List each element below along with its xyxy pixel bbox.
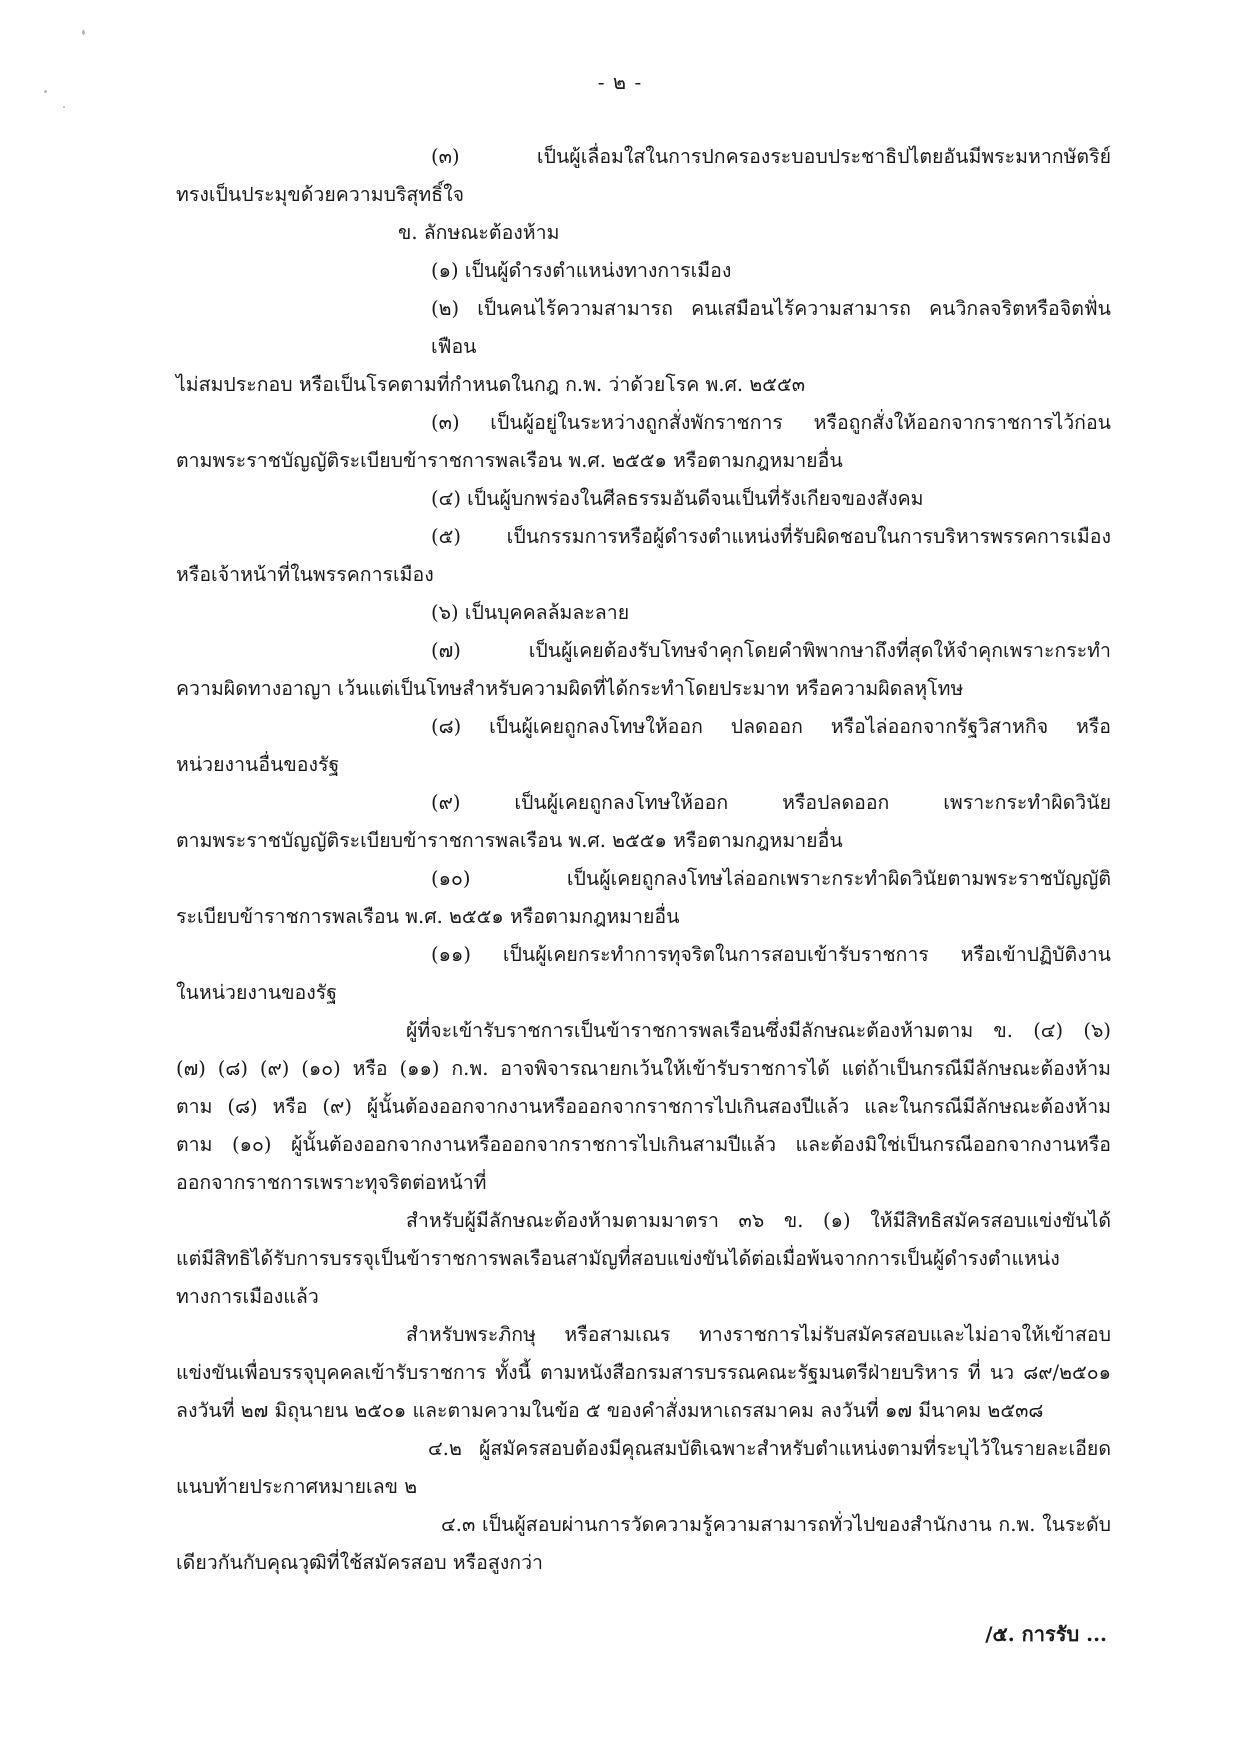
scan-speck [82, 30, 85, 35]
paragraph-line: เดียวกันกับคุณวุฒิที่ใช้สมัครสอบ หรือสูงกว่า [176, 1551, 543, 1574]
document-body [176, 138, 1111, 1582]
paragraph-line: (๗) (๘) (๙) (๑๐) หรือ (๑๑) ก.พ. อาจพิจารณายกเว้นให้เข้ารับราชการได้ แต่ถ้าเป็นกรณีมีลักษณะต้องห้าม [176, 1057, 1111, 1080]
paragraph-first-line: (๔) เป็นผู้บกพร่องในศีลธรรมอันดีจนเป็นที่รังเกียจของสังคม [431, 487, 924, 510]
paragraph [176, 784, 1111, 860]
paragraph-line: ในหน่วยงานของรัฐ [176, 981, 338, 1004]
paragraph-line: ตามพระราชบัญญัติระเบียบข้าราชการพลเรือน พ.ศ. ๒๕๕๑ หรือตามกฎหมายอื่น [176, 449, 843, 472]
paragraph-line: แนบท้ายประกาศหมายเลข ๒ [176, 1475, 418, 1498]
paragraph-first-line: ๔.๓ เป็นผู้สอบผ่านการวัดความรู้ความสามารถทั่วไปของสำนักงาน ก.พ. ในระดับ [441, 1513, 1111, 1536]
paragraph-first-line: (๓) เป็นผู้เลื่อมใสในการปกครองระบอบประชาธิปไตยอันมีพระมหากษัตริย์ [431, 145, 1111, 168]
paragraph-line: แข่งขันเพื่อบรรจุบุคคลเข้ารับราชการ ทั้งนี้ ตามหนังสือกรมสารบรรณคณะรัฐมนตรีฝ่ายบริหาร ที่ นว ๘๙/๒๕๐๑ [176, 1361, 1111, 1384]
paragraph [176, 252, 1111, 290]
paragraph [176, 1506, 1111, 1582]
page-number: - ๒ - [597, 70, 643, 94]
paragraph-first-line: (๙) เป็นผู้เคยถูกลงโทษให้ออก หรือปลดออก เพราะกระทำผิดวินัย [431, 791, 1111, 814]
paragraph-first-line: (๑๑) เป็นผู้เคยกระทำการทุจริตในการสอบเข้ารับราชการ หรือเข้าปฏิบัติงาน [431, 943, 1111, 966]
paragraph [176, 632, 1111, 708]
paragraph-line: ทรงเป็นประมุขด้วยความบริสุทธิ์ใจ [176, 183, 465, 206]
paragraph-line: ความผิดทางอาญา เว้นแต่เป็นโทษสำหรับความผิดที่ได้กระทำโดยประมาท หรือความผิดลหุโทษ [176, 677, 964, 700]
paragraph-first-line: สำหรับพระภิกษุ หรือสามเณร ทางราชการไม่รับสมัครสอบและไม่อาจให้เข้าสอบ [406, 1323, 1111, 1346]
paragraph [176, 518, 1111, 594]
paragraph-line: ตาม (๘) หรือ (๙) ผู้นั้นต้องออกจากงานหรือออกจากราชการไปเกินสองปีแล้ว และในกรณีมีลักษณะต้องห้าม [176, 1095, 1111, 1118]
paragraph [176, 480, 1111, 518]
paragraph [176, 594, 1111, 632]
paragraph [176, 1316, 1111, 1430]
paragraph-first-line: ข. ลักษณะต้องห้าม [398, 221, 560, 244]
paragraph-line: ตามพระราชบัญญัติระเบียบข้าราชการพลเรือน พ.ศ. ๒๕๕๑ หรือตามกฎหมายอื่น [176, 829, 843, 852]
paragraph-first-line: (๓) เป็นผู้อยู่ในระหว่างถูกสั่งพักราชการ หรือถูกสั่งให้ออกจากราชการไว้ก่อน [431, 411, 1111, 434]
paragraph [176, 708, 1111, 784]
paragraph [176, 936, 1111, 1012]
paragraph-line: ลงวันที่ ๒๗ มิถุนายน ๒๕๐๑ และตามความในข้อ ๕ ของคำสั่งมหาเถรสมาคม ลงวันที่ ๑๗ มีนาคม ๒๕๓๘ [176, 1399, 1044, 1422]
paragraph [176, 1012, 1111, 1202]
paragraph [176, 290, 1111, 404]
paragraph-first-line: (๒) เป็นคนไร้ความสามารถ คนเสมือนไร้ความสามารถ คนวิกลจริตหรือจิตฟั่นเฟือน [431, 297, 1111, 358]
scan-speck [63, 106, 65, 108]
paragraph-first-line: (๖) เป็นบุคคลล้มละลาย [431, 601, 630, 624]
paragraph-first-line: (๘) เป็นผู้เคยถูกลงโทษให้ออก ปลดออก หรือไล่ออกจากรัฐวิสาหกิจ หรือ [431, 715, 1111, 738]
paragraph-first-line: ๔.๒ ผู้สมัครสอบต้องมีคุณสมบัติเฉพาะสำหรับตำแหน่งตามที่ระบุไว้ในรายละเอียด [428, 1437, 1111, 1460]
paragraph-first-line: (๕) เป็นกรรมการหรือผู้ดำรงตำแหน่งที่รับผิดชอบในการบริหารพรรคการเมือง [431, 525, 1111, 548]
paragraph [176, 1202, 1111, 1316]
paragraph-first-line: (๗) เป็นผู้เคยต้องรับโทษจำคุกโดยคำพิพากษาถึงที่สุดให้จำคุกเพราะกระทำ [431, 639, 1111, 662]
paragraph-line: ออกจากราชการเพราะทุจริตต่อหน้าที่ [176, 1171, 487, 1194]
paragraph [176, 404, 1111, 480]
paragraph [176, 138, 1111, 214]
paragraph [176, 1430, 1111, 1506]
paragraph-line: ทางการเมืองแล้ว [176, 1285, 319, 1308]
paragraph-line: ตาม (๑๐) ผู้นั้นต้องออกจากงานหรือออกจากราชการไปเกินสามปีแล้ว และต้องมิใช่เป็นกรณีออกจากงานหรือ [176, 1133, 1111, 1156]
paragraph-line: แต่มีสิทธิได้รับการบรรจุเป็นข้าราชการพลเรือนสามัญที่สอบแข่งขันได้ต่อเมื่อพ้นจากการเป็นผู้ดำรงตำแหน่ง [176, 1247, 1060, 1270]
paragraph-line: หรือเจ้าหน้าที่ในพรรคการเมือง [176, 563, 434, 586]
paragraph [176, 214, 1111, 252]
paragraph-line: ไม่สมประกอบ หรือเป็นโรคตามที่กำหนดในกฎ ก.พ. ว่าด้วยโรค พ.ศ. ๒๕๕๓ [176, 373, 806, 396]
paragraph-first-line: สำหรับผู้มีลักษณะต้องห้ามตามมาตรา ๓๖ ข. (๑) ให้มีสิทธิสมัครสอบแข่งขันได้ [406, 1209, 1111, 1232]
next-page-continuation: /๕. การรับ ... [985, 1622, 1107, 1646]
paragraph-line: ระเบียบข้าราชการพลเรือน พ.ศ. ๒๕๕๑ หรือตามกฎหมายอื่น [176, 905, 680, 928]
paragraph-first-line: (๑๐) เป็นผู้เคยถูกลงโทษไล่ออกเพราะกระทำผิดวินัยตามพระราชบัญญัติ [431, 867, 1111, 890]
paragraph-first-line: ผู้ที่จะเข้ารับราชการเป็นข้าราชการพลเรือนซึ่งมีลักษณะต้องห้ามตาม ข. (๔) (๖) [406, 1019, 1111, 1042]
paragraph-line: หน่วยงานอื่นของรัฐ [176, 753, 340, 776]
paragraph [176, 860, 1111, 936]
paragraph-first-line: (๑) เป็นผู้ดำรงตำแหน่งทางการเมือง [431, 259, 732, 282]
